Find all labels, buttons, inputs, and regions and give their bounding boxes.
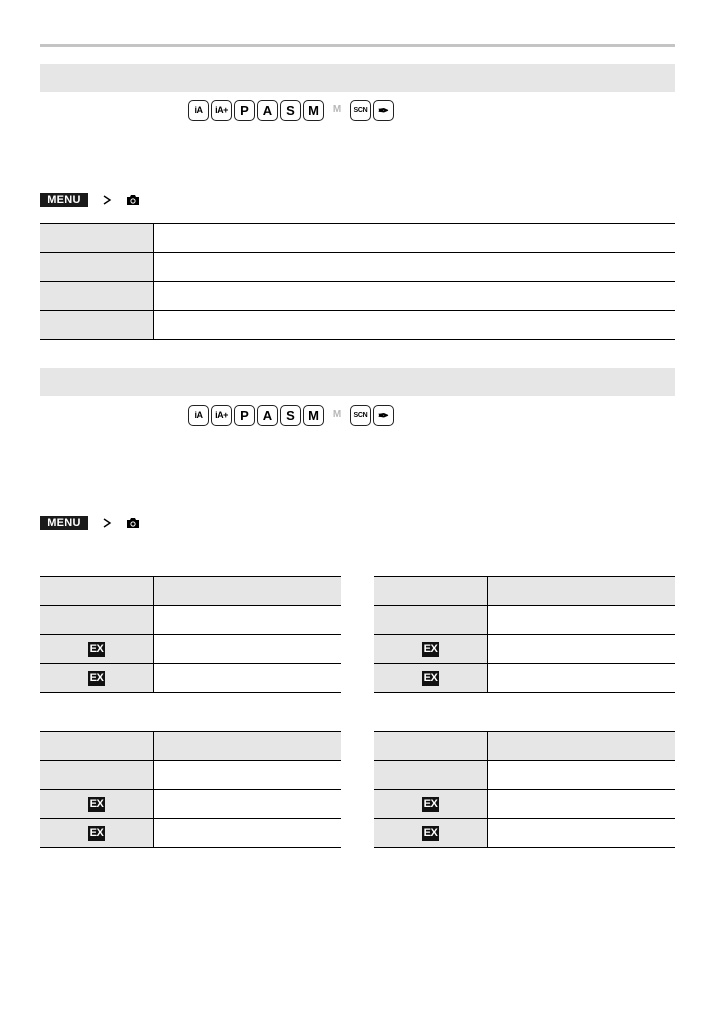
mode-ia-icon: iA [188, 100, 209, 121]
options-table-1 [40, 223, 675, 340]
extended-zoom-icon: EX [423, 798, 438, 810]
table-header [40, 577, 341, 606]
table-row [40, 606, 341, 635]
arrow-right-icon [88, 516, 126, 530]
option-label [40, 253, 154, 281]
section-header-1 [40, 64, 675, 92]
table-row [40, 819, 341, 848]
mode-s-icon: S [280, 405, 301, 426]
table-row [40, 253, 675, 282]
extended-zoom-icon: EX [89, 798, 104, 810]
mode-ia-plus-icon: iA+ [211, 100, 232, 121]
table-header [374, 732, 675, 761]
table-row [40, 790, 341, 819]
section-header-2 [40, 368, 675, 396]
menu-path-1 [40, 193, 140, 207]
menu-badge: MENU [40, 516, 88, 530]
table-header [40, 732, 341, 761]
option-label [40, 311, 154, 339]
applicable-modes-1 [188, 99, 394, 121]
mode-m-icon: M [303, 100, 324, 121]
mode-p-icon: P [234, 100, 255, 121]
option-label [40, 224, 154, 252]
table-header [374, 577, 675, 606]
table-row [40, 282, 675, 311]
size-table-lower-left [40, 731, 341, 848]
mode-a-icon: A [257, 100, 278, 121]
mode-scn-icon: SCN [350, 405, 371, 426]
table-row [40, 664, 341, 693]
extended-zoom-icon: EX [89, 827, 104, 839]
table-row [40, 635, 341, 664]
size-table-upper-left [40, 576, 341, 693]
table-row [40, 224, 675, 253]
extended-zoom-icon: EX [423, 827, 438, 839]
table-row [40, 311, 675, 340]
mode-a-icon: A [257, 405, 278, 426]
table-row [374, 664, 675, 693]
extended-zoom-icon: EX [423, 643, 438, 655]
mode-scn-icon: SCN [350, 100, 371, 121]
mode-m-icon: M [303, 405, 324, 426]
menu-badge: MENU [40, 193, 88, 207]
camera-icon [126, 516, 140, 530]
table-row [374, 635, 675, 664]
mode-ia-plus-icon: iA+ [211, 405, 232, 426]
mode-creative-video-icon: M [332, 409, 342, 420]
table-row [374, 819, 675, 848]
extended-zoom-icon: EX [89, 672, 104, 684]
arrow-right-icon [88, 193, 126, 207]
option-label [40, 282, 154, 310]
table-row [374, 761, 675, 790]
option-description [154, 224, 675, 252]
table-row [40, 761, 341, 790]
menu-path-2 [40, 516, 140, 530]
extended-zoom-icon: EX [89, 643, 104, 655]
top-rule [40, 44, 675, 47]
option-description [154, 253, 675, 281]
camera-icon [126, 193, 140, 207]
mode-creative-video-icon: M [332, 104, 342, 115]
mode-p-icon: P [234, 405, 255, 426]
mode-ia-icon: iA [188, 405, 209, 426]
extended-zoom-icon: EX [423, 672, 438, 684]
mode-creative-control-icon: ✒ [373, 100, 394, 121]
mode-creative-control-icon: ✒ [373, 405, 394, 426]
size-table-lower-right [374, 731, 675, 848]
mode-s-icon: S [280, 100, 301, 121]
applicable-modes-2 [188, 404, 394, 426]
table-row [374, 606, 675, 635]
option-description [154, 282, 675, 310]
table-row [374, 790, 675, 819]
option-description [154, 311, 675, 339]
size-table-upper-right [374, 576, 675, 693]
